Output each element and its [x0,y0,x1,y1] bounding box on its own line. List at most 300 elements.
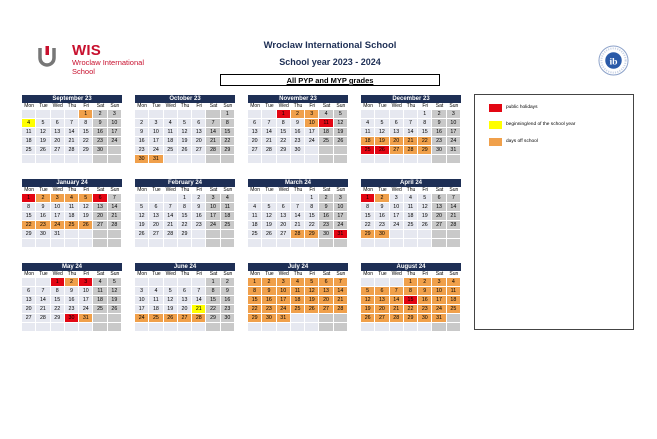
calendar-day: 12 [164,296,178,305]
calendar-empty-cell [164,323,178,332]
month-calendar [361,263,461,332]
weekday-label: Tue [262,187,276,194]
calendar-day: 22 [79,137,93,146]
calendar-empty-cell [447,239,461,248]
calendar-empty-cell [22,323,36,332]
calendar-empty-cell [390,239,404,248]
calendar-day: 20 [390,137,404,146]
calendar-day: 12 [375,128,389,137]
calendar-day: 29 [206,314,220,323]
calendar-day: 28 [334,305,348,314]
calendar-empty-cell [36,278,50,287]
weekday-label: Tue [36,271,50,278]
school-year-title: School year 2023 - 2024 [279,57,381,67]
month-calendar [22,179,122,248]
calendar-day: 17 [51,212,65,221]
calendar-empty-cell [192,278,206,287]
calendar-day: 21 [447,212,461,221]
calendar-day: 15 [22,212,36,221]
calendar-day: 21 [206,137,220,146]
calendar-empty-cell [108,239,122,248]
calendar-day: 30 [319,230,333,239]
calendar-day: 9 [36,203,50,212]
calendar-empty-cell [36,155,50,164]
weekday-label: Mon [248,271,262,278]
calendar-day: 29 [305,230,319,239]
calendar-empty-cell [221,230,235,239]
calendar-day: 1 [178,194,192,203]
calendar-empty-cell [51,323,65,332]
calendar-day: 2 [319,194,333,203]
calendar-empty-cell [375,323,389,332]
weekday-label: Sat [432,103,446,110]
calendar-day: 18 [291,296,305,305]
calendar-empty-cell [404,230,418,239]
weekday-label: Mon [22,187,36,194]
calendar-day: 10 [305,119,319,128]
calendar-day: 27 [178,314,192,323]
calendar-day: 16 [418,296,432,305]
weekday-label: Mon [361,103,375,110]
calendar-day: 15 [361,212,375,221]
weekday-label: Fri [79,103,93,110]
calendar-day: 14 [108,203,122,212]
weekday-label: Tue [375,103,389,110]
weekday-label: Thu [65,187,79,194]
calendar-day: 11 [291,287,305,296]
weekday-label: Fri [305,187,319,194]
weekday-label: Thu [291,103,305,110]
calendar-day: 18 [404,212,418,221]
calendar-empty-cell [361,110,375,119]
calendar-day: 4 [361,119,375,128]
calendar-empty-cell [447,155,461,164]
weekday-label: Fri [79,271,93,278]
wis-logo-icon [36,44,58,74]
weekday-label: Fri [305,271,319,278]
calendar-day: 6 [192,119,206,128]
calendar-day: 23 [192,221,206,230]
calendar-empty-cell [447,314,461,323]
calendar-day: 28 [262,146,276,155]
calendar-day: 10 [390,203,404,212]
calendar-day: 29 [221,146,235,155]
calendar-day: 20 [178,305,192,314]
calendar-day: 3 [334,194,348,203]
weekday-label: Wed [164,271,178,278]
weekday-label: Thu [404,187,418,194]
calendar-day: 13 [93,203,107,212]
calendar-day: 19 [418,212,432,221]
calendar-empty-cell [248,239,262,248]
calendar-day: 25 [319,137,333,146]
calendar-day: 3 [149,119,163,128]
calendar-empty-cell [149,239,163,248]
calendar-day: 15 [51,296,65,305]
calendar-empty-cell [291,323,305,332]
calendar-empty-cell [51,155,65,164]
calendar-empty-cell [319,323,333,332]
calendar-empty-cell [334,239,348,248]
calendar-empty-cell [79,323,93,332]
calendar-day: 22 [418,137,432,146]
calendar-day: 20 [375,305,389,314]
calendar-day: 15 [404,296,418,305]
calendar-day: 21 [192,305,206,314]
calendar-empty-cell [221,155,235,164]
calendar-day: 20 [248,137,262,146]
calendar-day: 22 [305,221,319,230]
month-title: February 24 [135,179,235,187]
calendar-day: 9 [65,287,79,296]
calendar-empty-cell [79,155,93,164]
calendar-day: 24 [149,146,163,155]
calendar-day: 3 [305,110,319,119]
calendar-day: 25 [22,146,36,155]
calendar-day: 6 [178,287,192,296]
calendar-day: 28 [404,146,418,155]
calendar-day: 8 [305,203,319,212]
calendar-day: 1 [277,110,291,119]
weekday-label: Tue [262,103,276,110]
weekday-label: Sun [221,103,235,110]
calendar-day: 26 [178,146,192,155]
calendar-empty-cell [361,278,375,287]
calendar-day: 15 [305,212,319,221]
calendar-day: 9 [192,203,206,212]
calendar-day: 6 [93,194,107,203]
calendar-empty-cell [432,323,446,332]
calendar-day: 16 [36,212,50,221]
calendar-day: 4 [221,194,235,203]
calendar-day: 31 [149,155,163,164]
calendar-empty-cell [334,155,348,164]
calendar-day: 10 [135,296,149,305]
calendar-day: 12 [178,128,192,137]
calendar-day: 29 [404,314,418,323]
month-title: November 23 [248,95,348,103]
calendar-empty-cell [305,239,319,248]
calendar-empty-cell [149,194,163,203]
calendar-day: 5 [305,278,319,287]
legend-swatch [489,138,502,146]
weekday-label: Fri [192,271,206,278]
calendar-day: 12 [418,203,432,212]
calendar-day: 2 [93,110,107,119]
calendar-empty-cell [334,314,348,323]
calendar-day: 21 [65,137,79,146]
calendar-day: 30 [291,146,305,155]
calendar-day: 20 [51,137,65,146]
calendar-day: 28 [164,230,178,239]
calendar-empty-cell [291,239,305,248]
calendar-empty-cell [291,314,305,323]
weekday-label: Sun [334,187,348,194]
calendar-day: 22 [248,305,262,314]
calendar-day: 16 [192,212,206,221]
calendar-empty-cell [262,194,276,203]
calendar-day: 11 [221,203,235,212]
calendar-empty-cell [108,146,122,155]
month-grid [248,103,348,164]
month-grid [248,271,348,332]
calendar-empty-cell [135,323,149,332]
calendar-empty-cell [192,230,206,239]
weekday-label: Wed [51,187,65,194]
calendar-day: 29 [361,230,375,239]
calendar-day: 20 [277,221,291,230]
calendar-day: 19 [135,221,149,230]
month-calendar [22,95,122,164]
calendar-day: 3 [432,278,446,287]
calendar-day: 21 [404,137,418,146]
calendar-day: 3 [135,287,149,296]
grades-note: All PYP and MYP grades [220,74,440,86]
calendar-day: 23 [262,305,276,314]
calendar-day: 2 [262,278,276,287]
calendar-day: 21 [262,137,276,146]
calendar-day: 15 [206,296,220,305]
weekday-label: Thu [291,271,305,278]
month-grid [22,271,122,332]
calendar-day: 15 [248,296,262,305]
calendar-empty-cell [178,110,192,119]
calendar-day: 5 [375,119,389,128]
calendar-day: 19 [375,137,389,146]
calendar-empty-cell [404,155,418,164]
calendar-day: 12 [305,287,319,296]
calendar-empty-cell [305,155,319,164]
calendar-empty-cell [262,110,276,119]
calendar-day: 23 [36,221,50,230]
calendar-empty-cell [206,230,220,239]
calendar-day: 3 [51,194,65,203]
calendar-empty-cell [178,239,192,248]
calendar-day: 25 [221,221,235,230]
calendar-day: 14 [164,212,178,221]
month-grid [22,187,122,248]
calendar-day: 30 [36,230,50,239]
weekday-label: Fri [418,187,432,194]
calendar-day: 19 [36,137,50,146]
calendar-day: 25 [248,230,262,239]
weekday-label: Sun [447,187,461,194]
calendar-day: 5 [108,278,122,287]
calendar-day: 17 [447,128,461,137]
calendar-day: 11 [149,296,163,305]
calendar-empty-cell [334,146,348,155]
calendar-empty-cell [305,314,319,323]
calendar-day: 29 [418,146,432,155]
calendar-day: 31 [447,146,461,155]
calendar-empty-cell [361,155,375,164]
calendar-day: 23 [135,146,149,155]
calendar-empty-cell [447,323,461,332]
month-calendar [22,263,122,332]
calendar-day: 21 [164,221,178,230]
calendar-day: 30 [432,146,446,155]
calendar-empty-cell [178,278,192,287]
calendar-empty-cell [149,278,163,287]
month-grid [135,271,235,332]
calendar-day: 8 [206,287,220,296]
calendar-day: 31 [51,230,65,239]
calendar-day: 19 [164,305,178,314]
calendar-empty-cell [164,194,178,203]
weekday-label: Fri [418,103,432,110]
calendar-day: 10 [334,203,348,212]
calendar-day: 7 [447,194,461,203]
calendar-empty-cell [432,155,446,164]
calendar-day: 10 [149,128,163,137]
calendar-day: 26 [305,305,319,314]
calendar-day: 15 [418,128,432,137]
calendar-day: 13 [390,128,404,137]
calendar-day: 7 [334,278,348,287]
calendar-day: 11 [22,128,36,137]
calendar-empty-cell [164,239,178,248]
calendar-day: 30 [93,146,107,155]
weekday-label: Wed [390,103,404,110]
calendar-day: 16 [262,296,276,305]
calendar-day: 26 [36,146,50,155]
calendar-day: 13 [22,296,36,305]
calendar-day: 2 [418,278,432,287]
calendar-day: 18 [65,212,79,221]
calendar-day: 25 [164,146,178,155]
calendar-day: 11 [447,287,461,296]
calendar-day: 6 [22,287,36,296]
calendar-empty-cell [22,155,36,164]
weekday-label: Thu [291,187,305,194]
calendar-day: 29 [51,314,65,323]
calendar-day: 17 [277,296,291,305]
calendar-empty-cell [390,110,404,119]
calendar-day: 24 [447,137,461,146]
calendar-day: 6 [375,287,389,296]
calendar-day: 7 [192,287,206,296]
legend-label: beginning/end of the school year [506,122,576,127]
calendar-day: 7 [65,119,79,128]
calendar-empty-cell [277,155,291,164]
calendar-day: 2 [135,119,149,128]
calendar-empty-cell [291,194,305,203]
calendar-empty-cell [361,323,375,332]
calendar-day: 4 [291,278,305,287]
page-title: Wroclaw International School [263,40,397,51]
month-title: September 23 [22,95,122,103]
calendar-empty-cell [432,230,446,239]
calendar-day: 13 [248,128,262,137]
calendar-day: 8 [418,119,432,128]
calendar-day: 18 [361,137,375,146]
calendar-empty-cell [418,230,432,239]
calendar-day: 22 [404,305,418,314]
calendar-day: 22 [221,137,235,146]
svg-text:ib: ib [609,56,618,68]
calendar-day: 2 [221,278,235,287]
weekday-label: Wed [390,187,404,194]
calendar-day: 16 [221,296,235,305]
calendar-empty-cell [221,323,235,332]
weekday-label: Thu [65,271,79,278]
calendar-day: 20 [192,137,206,146]
calendar-empty-cell [248,323,262,332]
calendar-empty-cell [51,110,65,119]
month-calendar [135,179,235,248]
calendar-empty-cell [65,323,79,332]
calendar-day: 27 [248,146,262,155]
calendar-empty-cell [390,278,404,287]
calendar-day: 19 [334,128,348,137]
month-calendar [135,95,235,164]
calendar-day: 28 [206,146,220,155]
weekday-label: Thu [178,271,192,278]
calendar-day: 30 [418,314,432,323]
calendar-empty-cell [108,155,122,164]
calendar-day: 6 [51,119,65,128]
calendar-day: 28 [447,221,461,230]
calendar-day: 27 [149,230,163,239]
calendar-empty-cell [221,239,235,248]
calendar-day: 10 [108,119,122,128]
calendar-day: 8 [51,287,65,296]
calendar-day: 10 [79,287,93,296]
calendar-day: 20 [149,221,163,230]
calendar-day: 8 [361,203,375,212]
weekday-label: Thu [404,271,418,278]
calendar-day: 29 [178,230,192,239]
calendar-day: 9 [418,287,432,296]
calendar-day: 8 [79,119,93,128]
month-calendar [248,179,348,248]
calendar-empty-cell [206,239,220,248]
calendar-day: 5 [361,287,375,296]
calendar-day: 22 [22,221,36,230]
calendar-day: 1 [418,110,432,119]
weekday-label: Mon [361,187,375,194]
calendar-day: 23 [65,305,79,314]
calendar-day: 23 [93,137,107,146]
calendar-day: 24 [334,221,348,230]
calendar-day: 17 [135,305,149,314]
logo-name: Wroclaw International School [72,58,144,76]
month-title: April 24 [361,179,461,187]
calendar-empty-cell [36,323,50,332]
calendar-day: 4 [248,203,262,212]
calendar-day: 22 [178,221,192,230]
weekday-label: Tue [262,271,276,278]
month-grid [361,187,461,248]
weekday-label: Wed [51,103,65,110]
calendar-empty-cell [36,239,50,248]
calendar-day: 6 [390,119,404,128]
calendar-day: 3 [277,278,291,287]
calendar-day: 28 [65,146,79,155]
month-grid [248,187,348,248]
calendar-day: 5 [79,194,93,203]
calendar-day: 17 [206,212,220,221]
calendar-empty-cell [404,110,418,119]
calendar-day: 11 [164,128,178,137]
weekday-label: Sun [334,271,348,278]
calendar-empty-cell [291,155,305,164]
calendar-day: 1 [51,278,65,287]
calendar-day: 25 [149,314,163,323]
calendar-day: 11 [319,119,333,128]
weekday-label: Mon [248,187,262,194]
calendar-empty-cell [178,323,192,332]
